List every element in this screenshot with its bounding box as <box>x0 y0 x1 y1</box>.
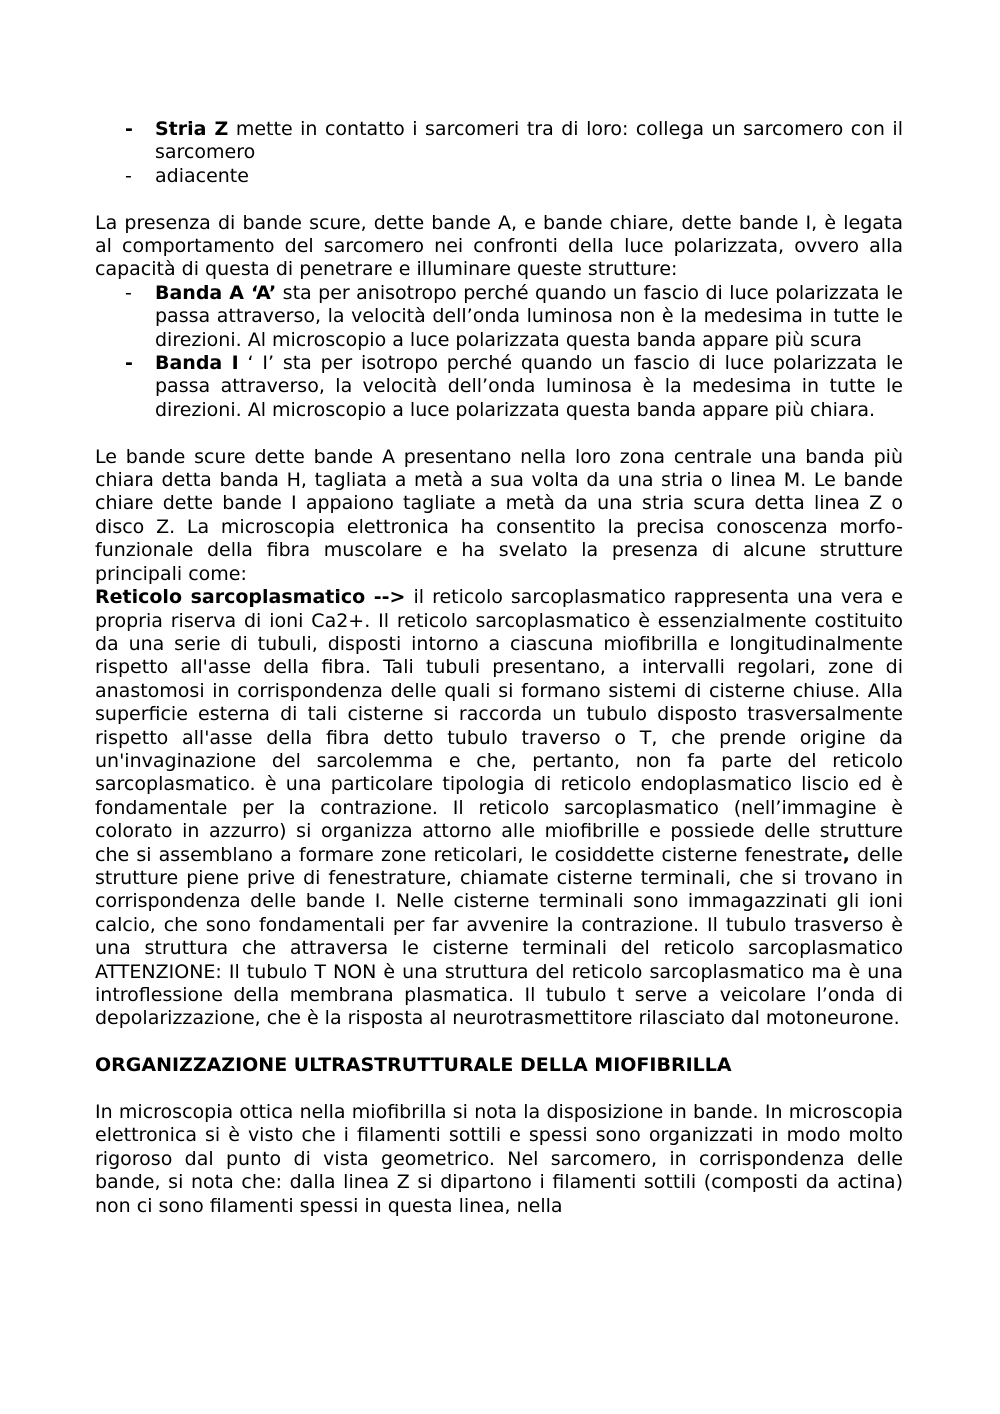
spacer <box>95 422 903 445</box>
paragraph-reticolo <box>95 586 903 1031</box>
document-page <box>95 118 903 1218</box>
term-stria-z: Stria Z <box>155 118 229 140</box>
list-item-text: adiacente <box>155 164 249 187</box>
paragraph-bande-intro: La presenza di bande scure, dette bande A, e bande chiare, dette bande I, è legata al comportamento del sarcomero nei confronti della luce polarizzata, ovvero alla capacità di questa di penetrare e illuminare queste strutture: <box>95 211 903 281</box>
term-banda-a: Banda A ‘A’ <box>155 281 277 304</box>
list-item <box>95 165 903 188</box>
spacer <box>95 1031 903 1054</box>
list-dash: - <box>125 281 132 304</box>
section-heading: ORGANIZZAZIONE ULTRASTRUTTURALE DELLA MIOFIBRILLA <box>95 1054 732 1077</box>
list-dash: - <box>125 118 133 140</box>
term-banda-i: Banda I <box>155 352 239 375</box>
paragraph-miofibrilla: In microscopia ottica nella miofibrilla si nota la disposizione in bande. In microscopia elettronica si è visto che i filamenti sottili e spessi sono organizzati in modo molto rigoroso dal punto di vista geometrico. Nel sarcomero, in corrispondenza delle bande, si nota che: dalla linea Z si dipartono i filamenti sottili (composti da actina) non ci sono filamenti spessi in questa linea, nella <box>95 1101 903 1217</box>
paragraph-reticolo-text: il reticolo sarcoplasmatico rappresenta una vera e propria riserva di ioni Ca2+. Il reticolo sarcoplasmatico è essenzialmente costituito da una serie di tubuli, disposti intorno a ciascuna miofibrilla e longitudinalmente rispetto all'asse della fibra. Tali tubuli presentano, a intervalli regolari, zone di anastomosi in corrispondenza delle quali si formano sistemi di cisterne chiuse. Alla superficie esterna di tali cisterne si raccorda un tubulo disposto trasversalmente rispetto all'asse della fibra detto tubulo traverso o T, che prende origine da un'invaginazione del sarcolemma e che, pertanto, non fa parte del reticolo sarcoplasmatico. è una particolare tipologia di reticolo endoplasmatico liscio ed è fondamentale per la contrazione. Il reticolo sarcoplasmatico (nell’immagine è colorato in azzurro) si organizza attorno alle miofibrille e possiede delle strutture che si assemblano a formare zone reticolari, le cosiddette cisterne fenestrate <box>95 586 903 866</box>
list-item <box>95 352 903 422</box>
list-stria-z <box>95 118 903 188</box>
list-item <box>95 282 903 352</box>
paragraph-bande-scure: Le bande scure dette bande A presentano nella loro zona centrale una banda più chiara detta banda H, tagliata a metà a sua volta da una stria o linea M. Le bande chiare dette bande I appaiono tagliate a metà da una stria scura detta linea Z o disco Z. La microscopia elettronica ha consentito la precisa conoscenza morfo-funzionale della fibra muscolare e ha svelato la presenza di alcune strutture principali come: <box>95 445 903 585</box>
list-item <box>95 118 903 165</box>
list-item-text: ‘ I’ sta per isotropo perché quando un fascio di luce polarizzata le passa attraverso, la velocità dell’onda luminosa è la medesima in tutte le direzioni. Al microscopio a luce polarizzata questa banda appare più chiara. <box>155 352 904 421</box>
bold-comma: , <box>842 843 850 866</box>
spacer <box>95 1078 903 1101</box>
list-dash: - <box>125 164 132 187</box>
list-bande <box>95 282 903 422</box>
term-reticolo: Reticolo sarcoplasmatico --> <box>95 586 406 609</box>
list-item-text: mette in contatto i sarcomeri tra di loro: collega un sarcomero con il sarcomero <box>155 118 903 164</box>
spacer <box>95 188 903 211</box>
list-dash: - <box>125 352 133 375</box>
paragraph-reticolo-text-cont: delle strutture piene prive di fenestrature, chiamate cisterne terminali, che si trovano in corrispondenza delle bande I. Nelle cisterne terminali sono immagazzinati gli ioni calcio, che sono fondamentali per far avvenire la contrazione. Il tubulo trasverso è una struttura che attraversa le cisterne terminali del reticolo sarcoplasmatico ATTENZIONE: Il tubulo T NON è una struttura del reticolo sarcoplasmatico ma è una introflessione della membrana plasmatica. Il tubulo t serve a veicolare l’onda di depolarizzazione, che è la risposta al neurotrasmettitore rilasciato dal motoneurone. <box>95 843 903 1030</box>
list-item-text: sta per anisotropo perché quando un fascio di luce polarizzata le passa attraverso, la velocità dell’onda luminosa non è la medesima in tutte le direzioni. Al microscopio a luce polarizzata questa banda appare più scura <box>155 281 904 351</box>
